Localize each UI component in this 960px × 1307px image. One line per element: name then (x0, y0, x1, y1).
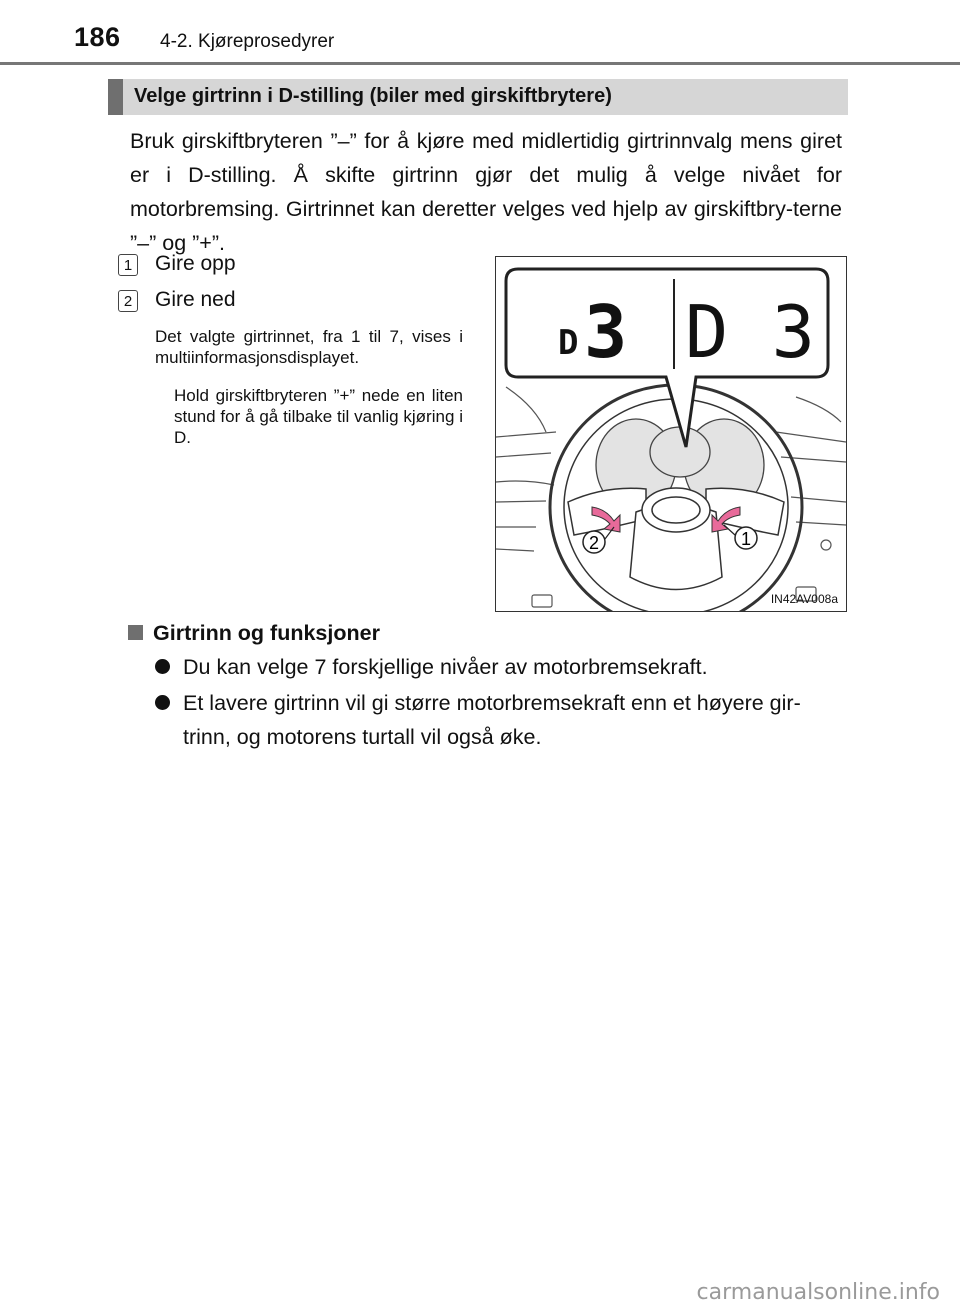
display-small-prefix: D (558, 323, 579, 363)
subsection-title: Girtrinn og funksjoner (153, 621, 380, 645)
bullet-item (155, 686, 845, 754)
item-number-2: 2 (118, 290, 138, 312)
note-return-to-d: Hold girskiftbryteren ”+” nede en liten stund for å gå tilbake til vanlig kjøring i D. (174, 386, 463, 447)
subsection-heading (128, 621, 380, 646)
item-label: Gire opp (155, 252, 236, 275)
item-label: Gire ned (155, 288, 236, 311)
item-number-1: 1 (118, 254, 138, 276)
header-rule (0, 62, 960, 65)
square-bullet-icon (128, 625, 143, 640)
note-display-info: Det valgte girtrinnet, fra 1 til 7, vises i multiinformasjonsdisplayet. (155, 327, 463, 367)
intro-paragraph: Bruk girskiftbryteren ”–” for å kjøre med midlertidig girtrinnvalg mens giret er i D-stilling. Å skifte girtrinn gjør det mulig å velge nivået for motorbremsing. Girtrinnet kan deretter velges ved hjelp av girskiftbry-terne ”–” og ”+”. (130, 129, 842, 255)
callout-1: 1 (740, 529, 752, 549)
bullet-dot-icon (155, 695, 170, 710)
bullet-dot-icon (155, 659, 170, 674)
section-accent (108, 79, 123, 115)
figure-code: IN42AV008a (770, 592, 838, 606)
display-large-readout: D 3 (684, 290, 816, 374)
section-title: Velge girtrinn i D-stilling (biler med girskiftbrytere) (134, 85, 612, 107)
bullet-text: Et lavere girtrinn vil gi større motorbremsekraft enn et høyere gir-trinn, og motorens turtall vil også øke. (183, 691, 801, 749)
watermark: carmanualsonline.info (696, 1280, 940, 1305)
page-header (0, 0, 960, 64)
steering-wheel-figure (495, 256, 847, 612)
bullet-item (155, 650, 845, 684)
callout-2: 2 (588, 533, 600, 553)
steering-wheel-illustration (496, 257, 846, 611)
chapter-title: 4-2. Kjøreprosedyrer (160, 31, 335, 52)
bullet-text: Du kan velge 7 forskjellige nivåer av motorbremsekraft. (183, 655, 708, 679)
display-small-digit: 3 (584, 290, 628, 374)
page-number: 186 (74, 22, 121, 52)
section-heading-bar (108, 79, 848, 115)
